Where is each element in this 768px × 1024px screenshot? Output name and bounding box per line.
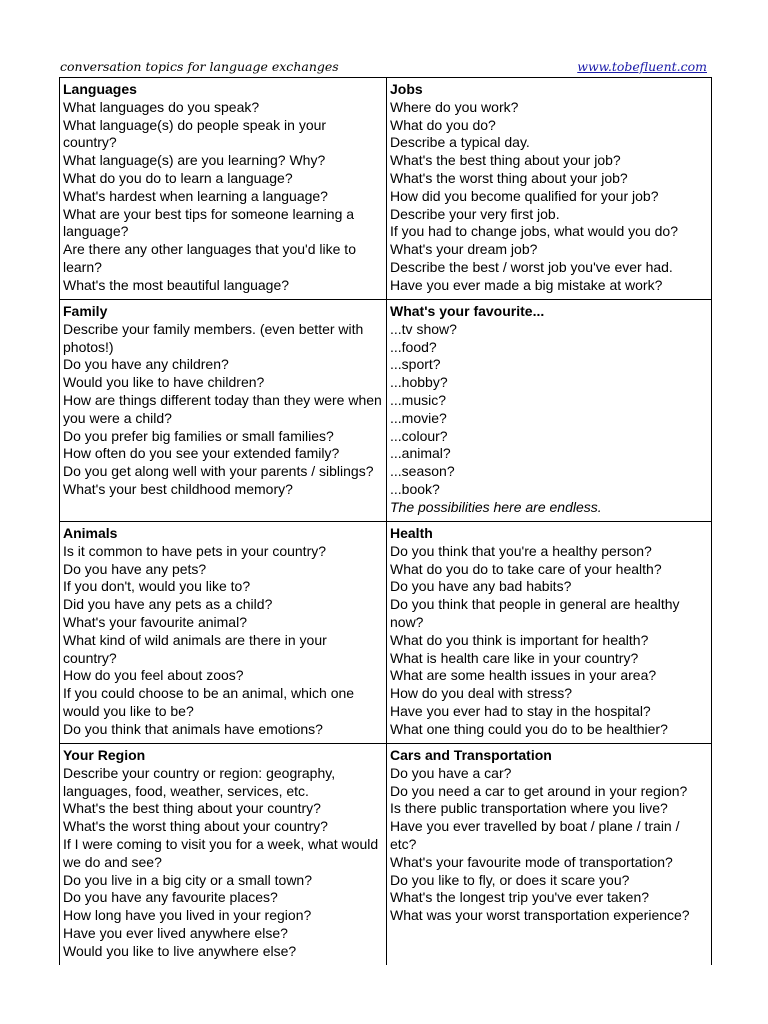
section-animals bbox=[60, 522, 387, 744]
question-item: Do you live in a big city or a small town? bbox=[63, 871, 312, 888]
question-item: What do you think is important for health? bbox=[390, 631, 649, 648]
section-note: The possibilities here are endless. bbox=[390, 498, 602, 515]
question-item: What's the worst thing about your job? bbox=[390, 169, 628, 186]
question-item: What was your worst transportation experience? bbox=[390, 907, 690, 924]
question-item: ...tv show? bbox=[390, 320, 457, 337]
question-item: What's the best thing about your job? bbox=[390, 152, 621, 169]
question-item: Do you have any pets? bbox=[63, 560, 207, 577]
question-item: ...sport? bbox=[390, 356, 441, 373]
question-item: Do you need a car to get around in your region? bbox=[390, 782, 688, 799]
question-item: Describe the best / worst job you've ever had. bbox=[390, 258, 673, 275]
question-item: What language(s) do people speak in your country? bbox=[63, 116, 327, 151]
question-item: What's the most beautiful language? bbox=[63, 276, 290, 293]
question-item: What do you do to learn a language? bbox=[63, 169, 293, 186]
section-favourite bbox=[387, 300, 712, 522]
question-item: What is health care like in your country? bbox=[390, 649, 639, 666]
question-item: Do you have any bad habits? bbox=[390, 578, 572, 595]
question-item: What one thing could you do to be healthier? bbox=[390, 720, 668, 737]
question-item: Have you ever lived anywhere else? bbox=[63, 924, 288, 941]
question-item: ...book? bbox=[390, 480, 440, 497]
question-item: Do you prefer big families or small families? bbox=[63, 427, 334, 444]
question-item: What are your best tips for someone learning a language? bbox=[63, 205, 355, 240]
question-item: What's your favourite animal? bbox=[63, 613, 247, 630]
question-item: Is there public transportation where you live? bbox=[390, 800, 668, 817]
question-item: How long have you lived in your region? bbox=[63, 907, 312, 924]
question-item: Describe your country or region: geography, languages, food, weather, services, etc. bbox=[63, 764, 336, 799]
question-item: Did you have any pets as a child? bbox=[63, 596, 273, 613]
question-item: If you could choose to be an animal, which one would you like to be? bbox=[63, 685, 355, 719]
section-jobs bbox=[387, 78, 712, 300]
question-item: Do you like to fly, or does it scare you? bbox=[390, 871, 630, 888]
question-item: Do you think that animals have emotions? bbox=[63, 720, 323, 737]
question-item: What's your dream job? bbox=[390, 241, 538, 258]
question-item: How do you deal with stress? bbox=[390, 685, 573, 702]
question-item: How often do you see your extended family? bbox=[63, 445, 340, 462]
question-list bbox=[63, 321, 383, 499]
question-item: ...season? bbox=[390, 463, 455, 480]
question-list bbox=[63, 543, 383, 739]
section-title: Jobs bbox=[390, 81, 423, 97]
question-item: What's your favourite mode of transportation? bbox=[390, 853, 673, 870]
question-item: Do you have a car? bbox=[390, 764, 512, 781]
question-item: ...music? bbox=[390, 391, 447, 408]
section-health bbox=[387, 522, 712, 744]
question-list bbox=[63, 765, 383, 961]
question-item: Have you ever had to stay in the hospital? bbox=[390, 702, 651, 719]
question-list bbox=[390, 321, 708, 499]
question-item: Would you like to live anywhere else? bbox=[63, 942, 297, 959]
question-item: ...hobby? bbox=[390, 374, 448, 391]
question-item: What's hardest when learning a language? bbox=[63, 187, 328, 204]
question-item: How did you become qualified for your job? bbox=[390, 187, 659, 204]
section-region bbox=[60, 744, 387, 966]
question-list bbox=[390, 765, 708, 925]
question-item: Is it common to have pets in your country? bbox=[63, 542, 327, 559]
question-item: ...colour? bbox=[390, 427, 448, 444]
question-item: Where do you work? bbox=[390, 98, 519, 115]
question-item: What are some health issues in your area? bbox=[390, 667, 657, 684]
question-item: Do you have any children? bbox=[63, 356, 229, 373]
question-item: Describe your very first job. bbox=[390, 205, 560, 222]
section-title: Languages bbox=[63, 81, 137, 97]
website-link[interactable]: www.tobefluent.com bbox=[577, 59, 707, 74]
question-item: ...food? bbox=[390, 338, 437, 355]
question-item: Have you ever made a big mistake at work? bbox=[390, 276, 663, 293]
question-item: What do you do to take care of your health? bbox=[390, 560, 662, 577]
question-item: ...movie? bbox=[390, 409, 447, 426]
question-item: What kind of wild animals are there in your country? bbox=[63, 631, 327, 666]
question-item: What's the worst thing about your country? bbox=[63, 818, 328, 835]
question-item: Do you have any favourite places? bbox=[63, 889, 278, 906]
question-item: What do you do? bbox=[390, 116, 496, 133]
question-item: Do you think that you're a healthy person? bbox=[390, 542, 652, 559]
section-languages bbox=[60, 78, 387, 300]
question-item: Are there any other languages that you'd like to learn? bbox=[63, 241, 356, 275]
section-title: Your Region bbox=[63, 747, 146, 763]
question-item: What's your best childhood memory? bbox=[63, 480, 293, 497]
question-item: ...animal? bbox=[390, 445, 451, 462]
question-item: If you don't, would you like to? bbox=[63, 578, 251, 595]
question-item: What language(s) are you learning? Why? bbox=[63, 152, 326, 169]
question-item: What's the longest trip you've ever taken? bbox=[390, 889, 650, 906]
question-list bbox=[63, 99, 383, 295]
section-title: What's your favourite... bbox=[390, 303, 545, 319]
question-item: Have you ever travelled by boat / plane / train / etc? bbox=[390, 818, 680, 852]
document-title: conversation topics for language exchanges bbox=[60, 59, 339, 74]
section-title: Cars and Transportation bbox=[390, 747, 552, 763]
section-title: Family bbox=[63, 303, 108, 319]
section-family bbox=[60, 300, 387, 522]
question-list bbox=[390, 543, 708, 739]
question-item: If you had to change jobs, what would you do? bbox=[390, 223, 678, 240]
topics-table bbox=[59, 77, 712, 965]
question-item: Do you get along well with your parents / siblings? bbox=[63, 463, 374, 480]
question-item: Do you think that people in general are healthy now? bbox=[390, 596, 680, 630]
section-title: Animals bbox=[63, 525, 118, 541]
question-item: Would you like to have children? bbox=[63, 374, 265, 391]
question-item: What languages do you speak? bbox=[63, 98, 260, 115]
question-item: If I were coming to visit you for a week, what would we do and see? bbox=[63, 835, 379, 870]
question-item: How are things different today than they were when you were a child? bbox=[63, 391, 382, 426]
question-list bbox=[390, 99, 708, 295]
section-title: Health bbox=[390, 525, 433, 541]
question-item: What's the best thing about your country? bbox=[63, 800, 321, 817]
question-item: Describe a typical day. bbox=[390, 134, 530, 151]
question-item: Describe your family members. (even better with photos!) bbox=[63, 320, 364, 355]
question-item: How do you feel about zoos? bbox=[63, 667, 244, 684]
section-transport bbox=[387, 744, 712, 966]
